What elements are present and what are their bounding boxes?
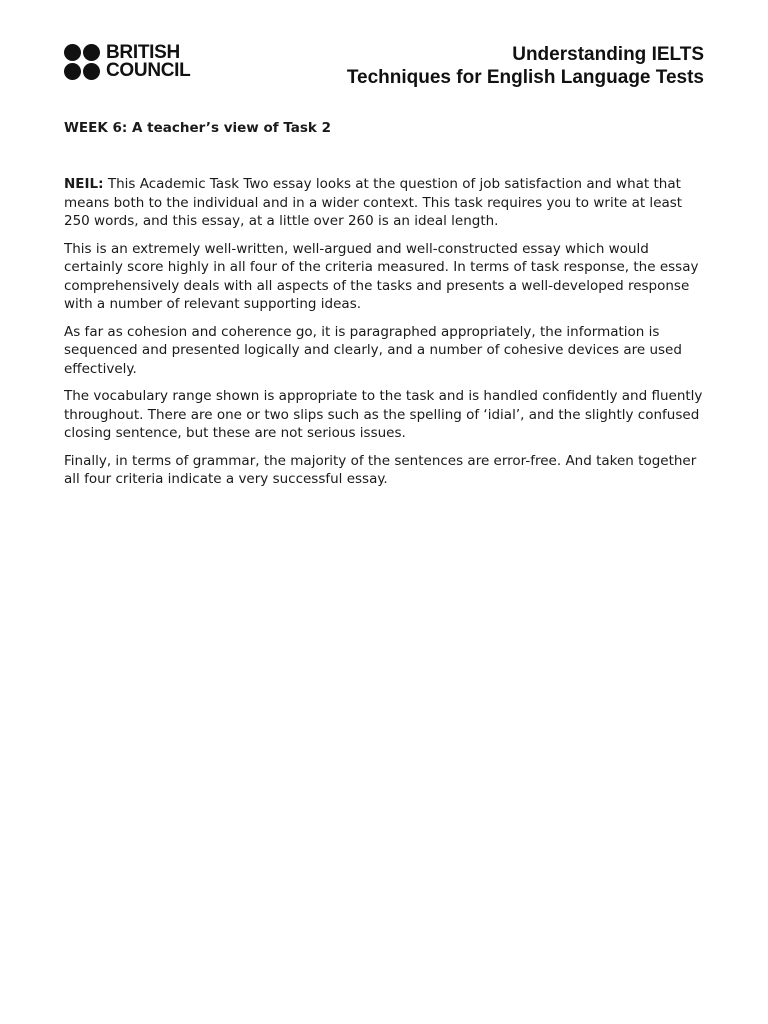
header-subtitle: Techniques for English Language Tests	[346, 67, 704, 88]
british-council-logo	[64, 44, 190, 80]
logo-line-1: BRITISH	[106, 42, 180, 63]
logo-dots-icon	[64, 44, 100, 80]
paragraph-2: This is an extremely well-written, well-argued and well-constructed essay which would certainly score highly in all four of the criteria measured. In terms of task response, the essay comprehensively deals with all aspects of the tasks and presents a well-developed response with a number of relevant supporting ideas.	[64, 240, 699, 312]
paragraph-4: The vocabulary range shown is appropriate to the task and is handled confidently and fluently throughout. There are one or two slips such as the spelling of ‘idial’, and the slightly confused closing sentence, but these are not serious issues.	[64, 388, 703, 441]
logo-wordmark	[106, 44, 190, 80]
week-heading: WEEK 6: A teacher’s view of Task 2	[64, 120, 332, 136]
speaker-label: NEIL:	[64, 176, 104, 192]
document-header	[347, 43, 704, 89]
logo-line-2: COUNCIL	[106, 60, 191, 81]
paragraph-3: As far as cohesion and coherence go, it is paragraphed appropriately, the information is sequenced and presented logically and clearly, and a number of cohesive devices are used effectively.	[64, 323, 682, 377]
paragraph-1	[64, 175, 704, 231]
header-title: Understanding IELTS	[512, 44, 704, 65]
paragraph-1-text: This Academic Task Two essay looks at the question of job satisfaction and what that means both to the individual and in a wider context. This task requires you to write at least 250 words, and this essay, at a little over 260 is an ideal length.	[64, 176, 683, 229]
document-body	[64, 175, 704, 498]
paragraph-5: Finally, in terms of grammar, the majority of the sentences are error-free. And taken together all four criteria indicate a very successful essay.	[64, 452, 697, 487]
